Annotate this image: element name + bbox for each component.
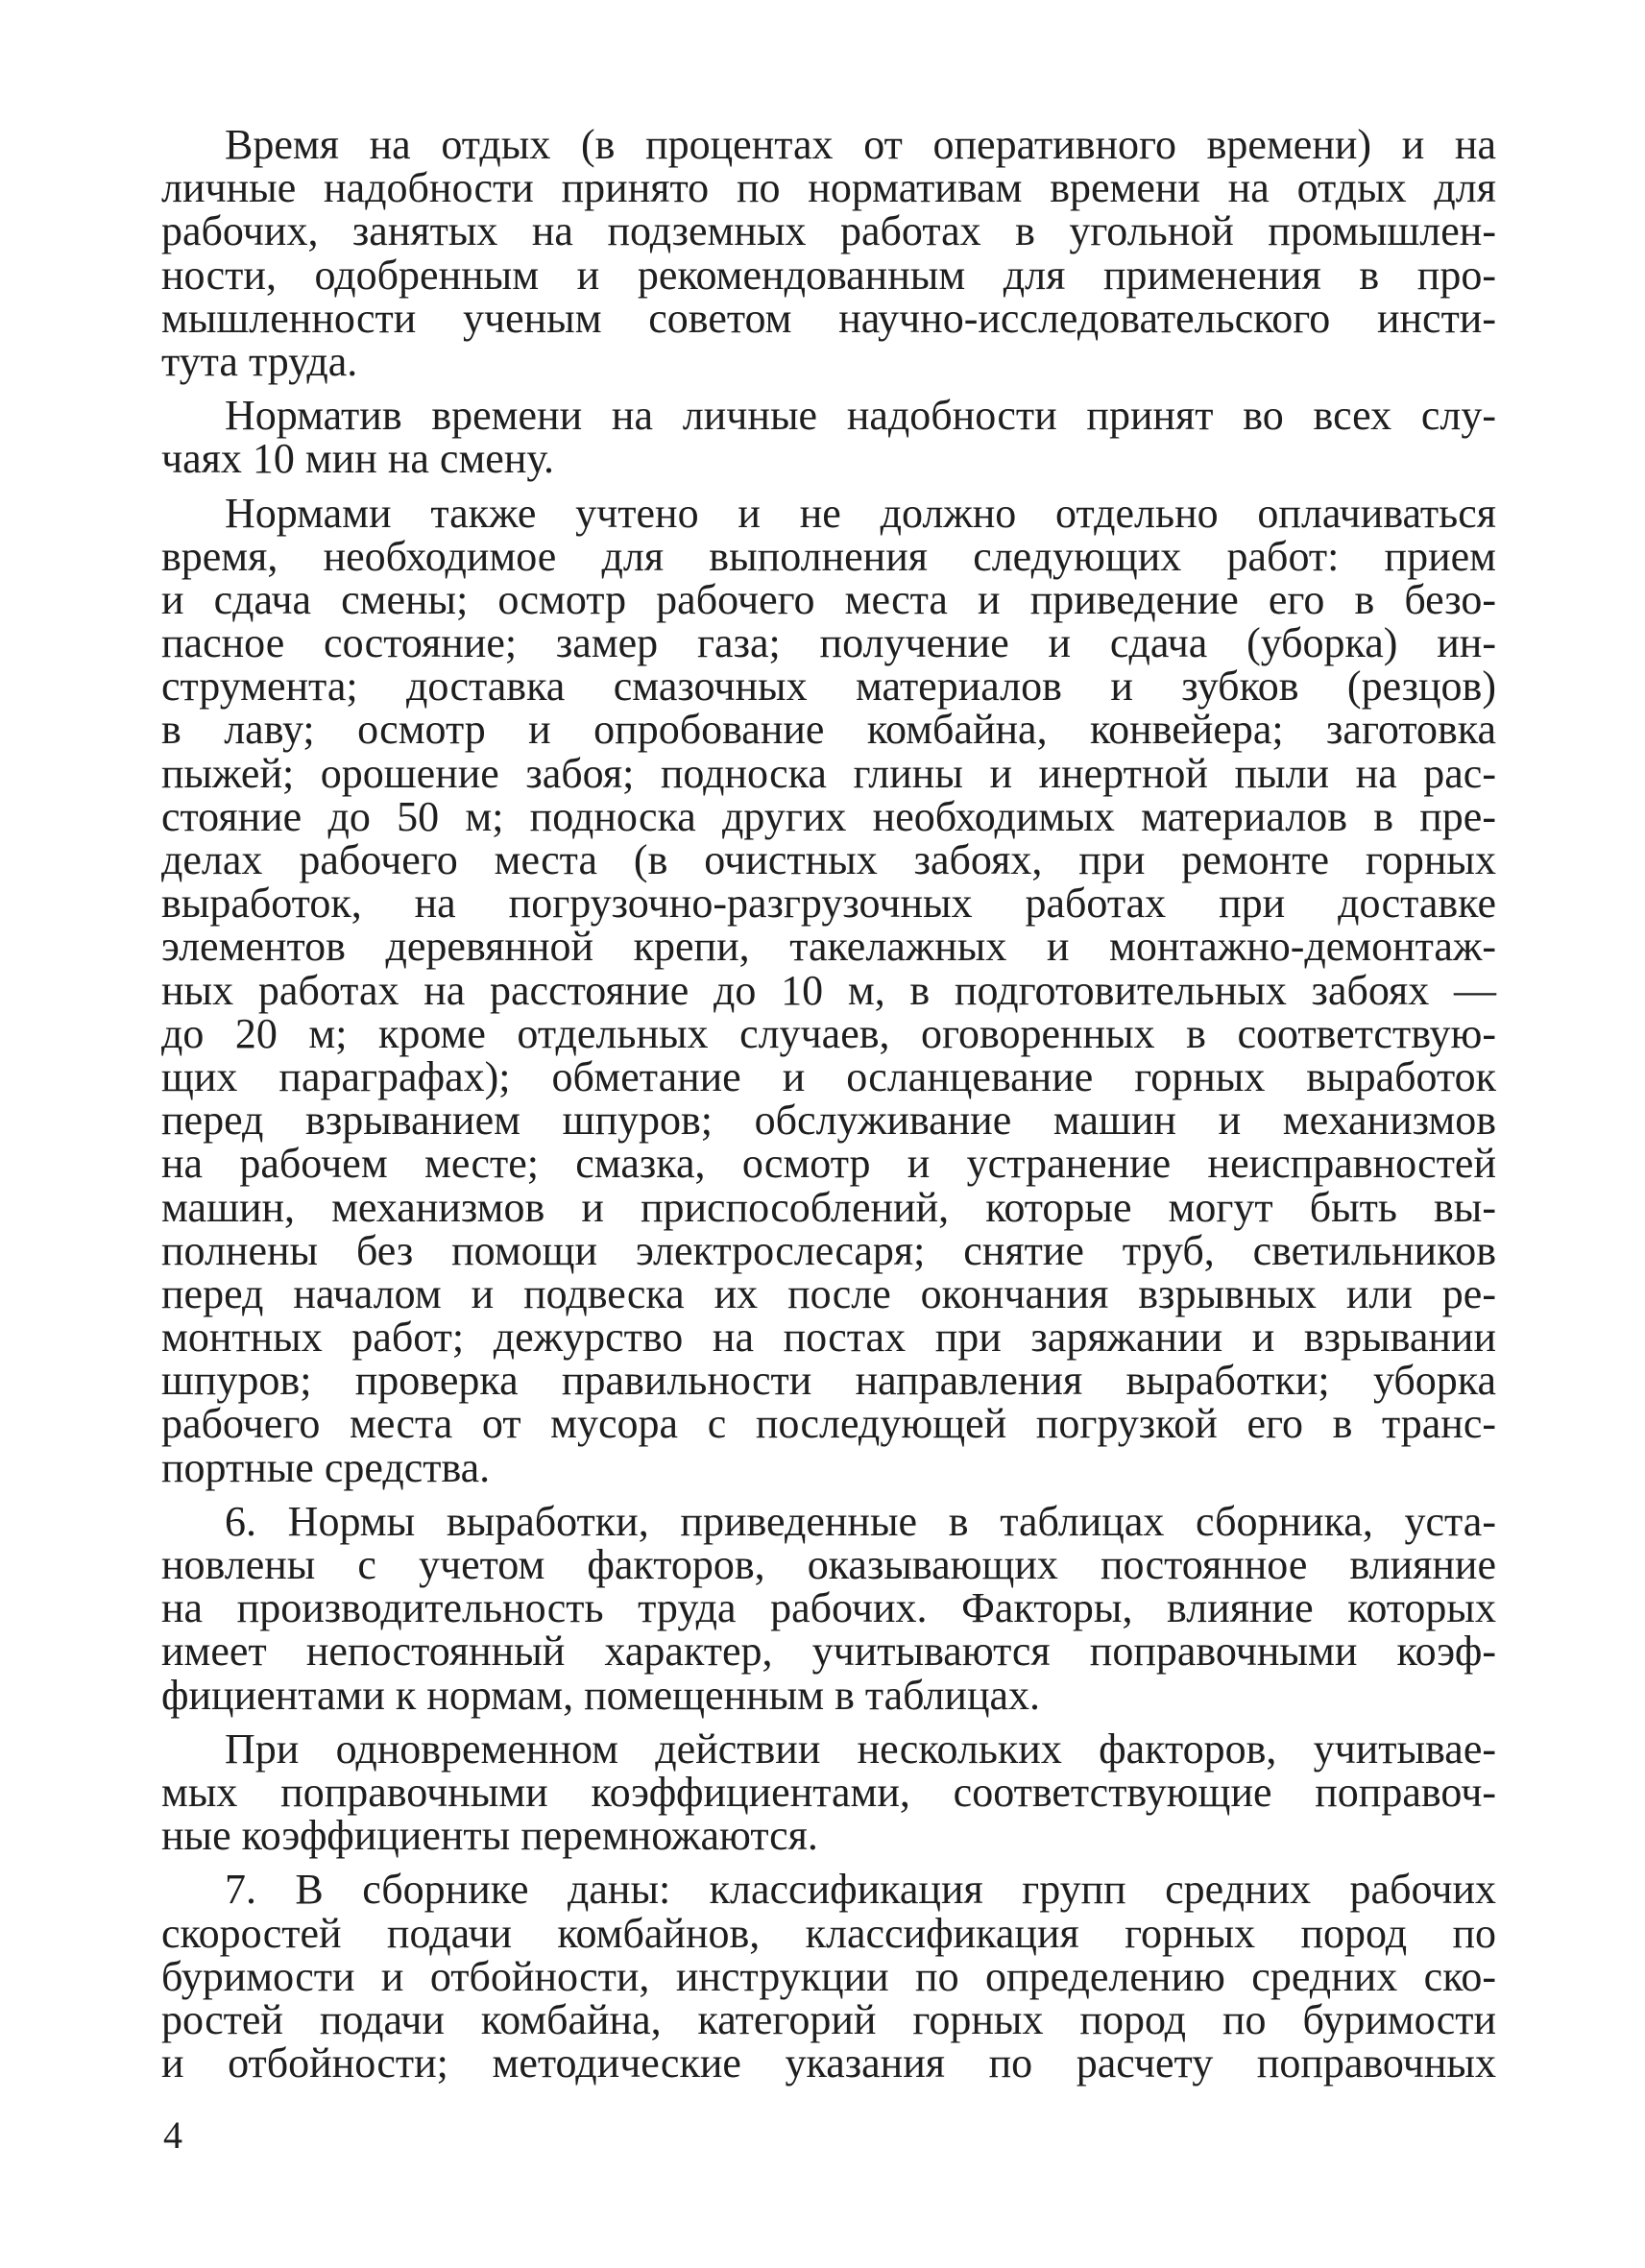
text-line: буримости и отбойности, инструкции по определению средних ско- [161, 1952, 1496, 2000]
text-line: монтных работ; дежурство на постах при заряжании и взрывании [161, 1314, 1496, 1362]
text-line: до 20 м; кроме отдельных случаев, оговоренных в соответствую- [161, 1009, 1496, 1057]
text-line: на производительность труда рабочих. Факторы, влияние которых [161, 1584, 1496, 1632]
text-line: рабочего места от мусора с последующей погрузкой его в транс- [161, 1400, 1496, 1448]
text-line: 6. Нормы выработки, приведенные в таблицах сборника, уста- [225, 1497, 1496, 1545]
text-line: чаях 10 мин на смену. [161, 435, 554, 483]
text-line: личные надобности принято по нормативам времени на отдых для [161, 164, 1496, 212]
text-line: и сдача смены; осмотр рабочего места и приведение его в безо- [161, 575, 1496, 623]
text-line: ростей подачи комбайна, категорий горных пород по буримости [161, 1995, 1496, 2043]
text-line: элементов деревянной крепи, такелажных и монтажно-демонтаж- [161, 923, 1496, 971]
paragraph [161, 392, 1496, 483]
paragraph [161, 123, 1496, 383]
text-line: ности, одобренным и рекомендованным для применения в про- [161, 251, 1496, 299]
text-line: время, необходимое для выполнения следующих работ: прием [161, 532, 1496, 580]
text-line: пыжей; орошение забоя; подноска глины и инертной пыли на рас- [161, 749, 1496, 797]
text-line: полнены без помощи электрослесаря; снятие труб, светильников [161, 1226, 1496, 1274]
text-line: тута труда. [161, 337, 358, 385]
text-line: щих параграфах); обметание и осланцевание горных выработок [161, 1052, 1496, 1100]
text-line: мых поправочными коэффициентами, соответствующие поправоч- [161, 1768, 1496, 1816]
paragraph [161, 1868, 1496, 2085]
page-body [161, 123, 1496, 2095]
text-line: перед взрыванием шпуров; обслуживание машин и механизмов [161, 1097, 1496, 1145]
text-line: рабочих, занятых на подземных работах в угольной промышлен- [161, 207, 1496, 255]
text-line: новлены с учетом факторов, оказывающих постоянное влияние [161, 1541, 1496, 1588]
text-line: ные коэффициенты перемножаются. [161, 1812, 818, 1860]
text-line: Время на отдых (в процентах от оперативного времени) и на [225, 121, 1496, 168]
text-line: фициентами к нормам, помещенным в таблицах. [161, 1671, 1041, 1719]
page-number: 4 [163, 2113, 182, 2157]
text-line: стояние до 50 м; подноска других необходимых материалов в пре- [161, 792, 1496, 840]
paragraph [161, 1727, 1496, 1858]
text-line: скоростей подачи комбайнов, классификация горных пород по [161, 1909, 1496, 1957]
text-line: струмента; доставка смазочных материалов и зубков (резцов) [161, 663, 1496, 711]
text-line: делах рабочего места (в очистных забоях, при ремонте горных [161, 836, 1496, 883]
text-line: имеет непостоянный характер, учитываются поправочными коэф- [161, 1628, 1496, 1676]
text-line: в лаву; осмотр и опробование комбайна, конвейера; заготовка [161, 706, 1496, 754]
text-line: шпуров; проверка правильности направления выработки; уборка [161, 1357, 1496, 1405]
text-line: портные средства. [161, 1443, 491, 1491]
text-line: выработок, на погрузочно-разгрузочных работах при доставке [161, 880, 1496, 928]
text-line: При одновременном действии нескольких факторов, учитывае- [225, 1725, 1496, 1773]
text-line: перед началом и подвеска их после окончания взрывных или ре- [161, 1269, 1496, 1317]
text-line: и отбойности; методические указания по расчету поправочных [161, 2039, 1496, 2087]
paragraph [161, 489, 1496, 1491]
text-line: мышленности ученым советом научно-исследовательского инсти- [161, 294, 1496, 342]
text-line: ных работах на расстояние до 10 м, в подготовительных забоях — [161, 966, 1496, 1014]
text-line: на рабочем месте; смазка, осмотр и устранение неисправностей [161, 1140, 1496, 1188]
text-line: машин, механизмов и приспособлений, которые могут быть вы- [161, 1183, 1496, 1231]
text-line: Нормами также учтено и не должно отдельно оплачиваться [225, 489, 1496, 537]
text-line: Норматив времени на личные надобности принят во всех слу- [225, 392, 1496, 440]
paragraph [161, 1497, 1496, 1719]
text-line: 7. В сборнике даны: классификация групп средних рабочих [225, 1866, 1496, 1914]
text-line: пасное состояние; замер газа; получение и сдача (уборка) ин- [161, 619, 1496, 667]
